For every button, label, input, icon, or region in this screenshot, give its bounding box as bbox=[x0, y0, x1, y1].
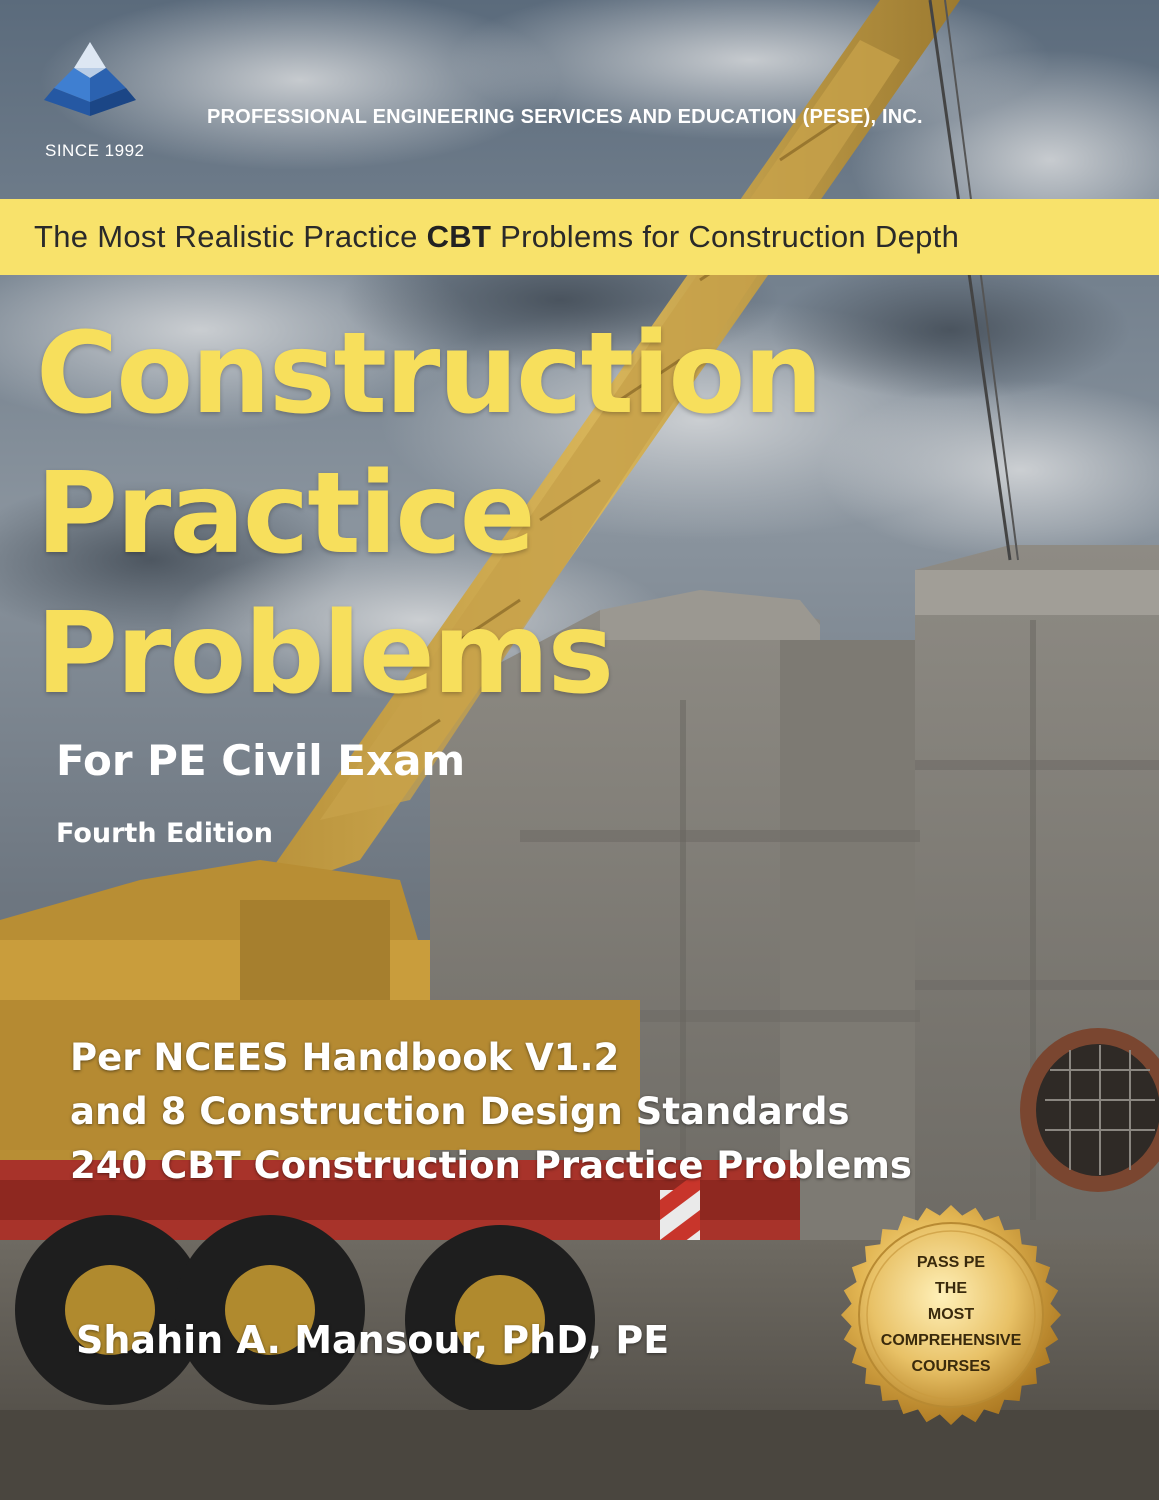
tagline-text bbox=[34, 219, 959, 255]
since-year: SINCE 1992 bbox=[45, 141, 145, 160]
title-line-2: Practice bbox=[36, 449, 534, 579]
seal-line-5: COURSES bbox=[911, 1358, 991, 1375]
pyramid-icon bbox=[40, 40, 140, 120]
tagline-part-1: The Most Realistic Practice bbox=[34, 219, 427, 254]
seal-line-2: THE bbox=[935, 1280, 967, 1297]
title-line-3: Problems bbox=[36, 589, 613, 719]
tagline-part-2: Problems for Construction Depth bbox=[491, 219, 960, 254]
feature-line-2: and 8 Construction Design Standards bbox=[70, 1090, 850, 1133]
feature-line-1: Per NCEES Handbook V1.2 bbox=[70, 1036, 620, 1079]
edition-label: Fourth Edition bbox=[56, 818, 273, 849]
tagline-bold: CBT bbox=[426, 219, 492, 254]
title-line-1: Construction bbox=[36, 309, 822, 439]
seal-line-1: PASS PE bbox=[916, 1254, 986, 1271]
subtitle: For PE Civil Exam bbox=[56, 736, 466, 785]
publisher-name: PROFESSIONAL ENGINEERING SERVICES AND EDUCATION (PESE), INC. bbox=[207, 106, 923, 128]
seal-line-3: MOST bbox=[927, 1306, 975, 1323]
tagline-banner bbox=[0, 199, 1159, 275]
seal-line-4: COMPREHENSIVE bbox=[880, 1332, 1022, 1349]
seal-text bbox=[840, 1250, 1062, 1380]
author-name: Shahin A. Mansour, PhD, PE bbox=[76, 1318, 670, 1362]
feature-line-3: 240 CBT Construction Practice Problems bbox=[70, 1144, 912, 1187]
